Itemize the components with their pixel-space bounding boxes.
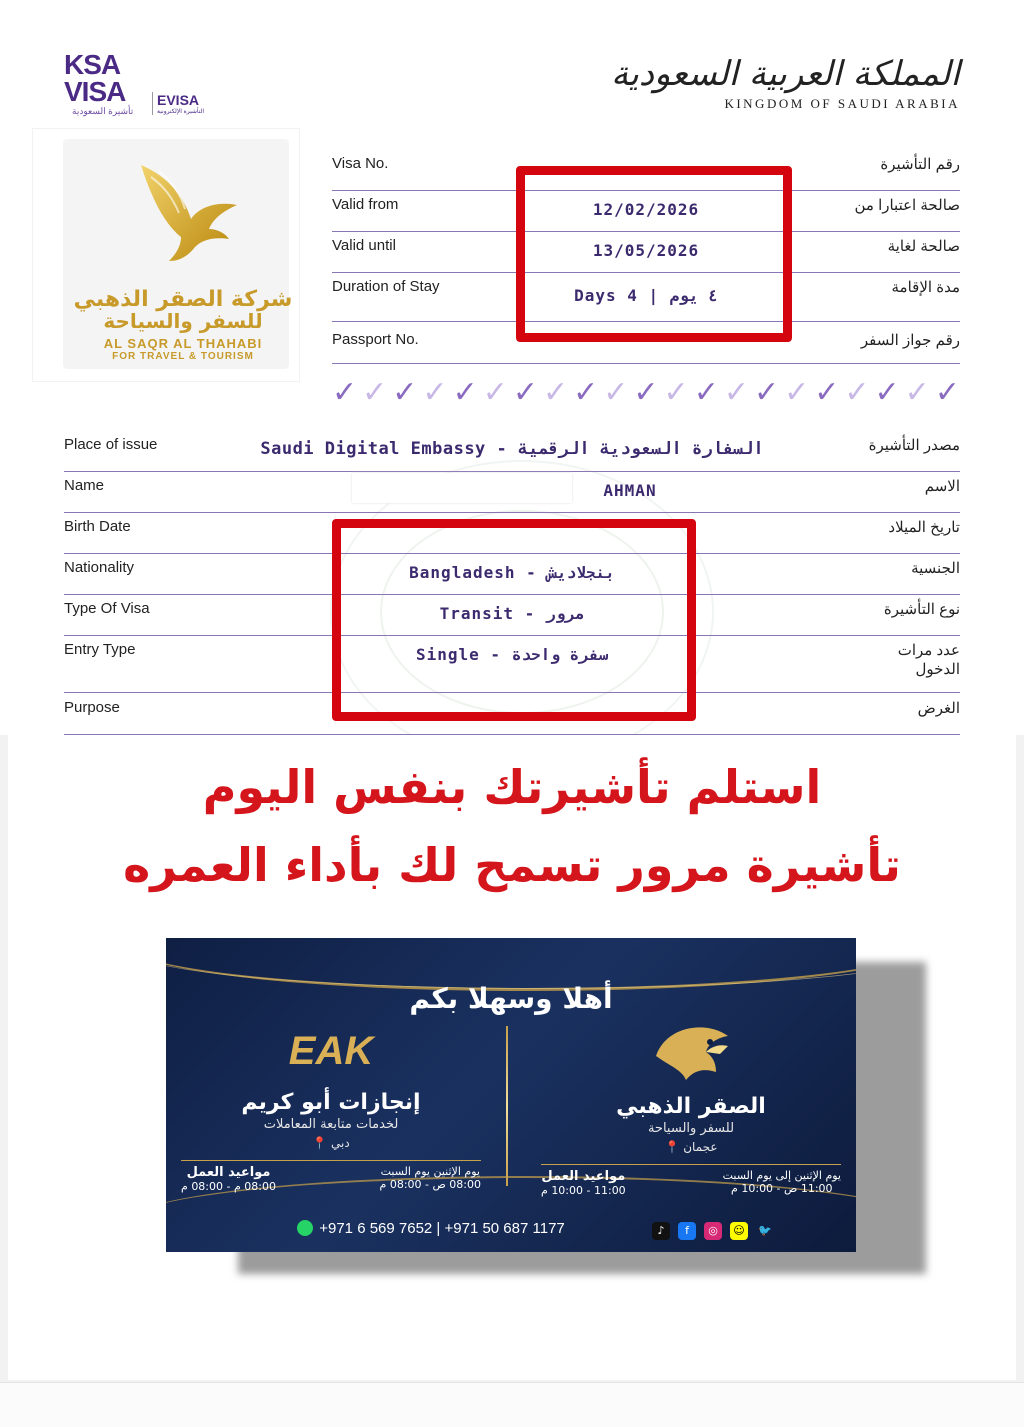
purpose-label-ar: الغرض	[917, 700, 960, 717]
banner-right-hours-block	[541, 1169, 626, 1197]
banner-left-location	[166, 1136, 496, 1150]
headline-line1: استلم تأشيرتك بنفس اليوم	[202, 760, 822, 814]
check-mark-icon: ✓	[723, 375, 749, 410]
valid-until-label-ar: صالحة لغاية	[887, 238, 960, 255]
evisa-logo-text: EVISA	[157, 92, 200, 108]
birth-date-label-ar: تاريخ الميلاد	[888, 519, 960, 536]
banner-left-hours-title: مواعيد العمل	[186, 1165, 271, 1180]
check-mark-icon: ✓	[332, 375, 358, 410]
banner-right-location	[526, 1140, 856, 1154]
place-of-issue-label-ar: مصدر التأشيرة	[868, 437, 960, 454]
name-label-ar: الاسم	[924, 478, 960, 495]
eagle-head-icon	[646, 1016, 736, 1086]
bottom-strip	[0, 1382, 1024, 1427]
valid-until-label-en: Valid until	[332, 237, 396, 254]
social-icons	[652, 1222, 774, 1240]
agency-tagline-en: FOR TRAVEL & TOURISM	[112, 351, 254, 362]
banner-left-days-label: يوم الإثنين يوم السبت	[380, 1165, 480, 1178]
duration-label-en: Duration of Stay	[332, 278, 440, 295]
visa-number-label-ar: رقم التأشيرة	[880, 156, 960, 173]
banner-right-sub: للسفر والسياحة	[647, 1121, 735, 1136]
location-pin-icon: 📍	[664, 1140, 680, 1154]
valid-until-value: 13/05/2026	[592, 241, 700, 260]
nationality-label-ar: الجنسية	[911, 560, 960, 577]
kingdom-title-ar: المملكة العربية السعودية	[611, 54, 960, 94]
banner-left-days	[380, 1165, 481, 1193]
agency-name-ar: شركة الصقر الذهبي	[73, 287, 293, 312]
banner-welcome: أهلا وسهلا بكم	[409, 982, 613, 1015]
highlight-box-dates	[516, 166, 792, 342]
whatsapp-icon	[297, 1220, 313, 1236]
banner-eak-section	[166, 1016, 496, 1193]
place-of-issue-row	[64, 431, 960, 472]
check-mark-icon: ✓	[633, 375, 659, 410]
nationality-value: Bangladesh - بنجلاديش	[409, 563, 615, 582]
valid-from-label-en: Valid from	[332, 196, 399, 213]
ksa-logo-line1: KSA	[64, 49, 121, 80]
check-mark-icon: ✓	[874, 375, 900, 410]
check-mark-icon: ✓	[482, 375, 508, 410]
check-mark-icon: ✓	[362, 375, 388, 410]
kingdom-header	[611, 52, 960, 112]
banner-left-hours	[181, 1160, 481, 1193]
nationality-label-en: Nationality	[64, 559, 135, 576]
banner-right-days-label: يوم الإثنين إلى يوم السبت	[722, 1169, 841, 1182]
banner-right-shift2: 11:00 - 10:00 م	[541, 1184, 626, 1197]
check-mark-icon: ✓	[452, 375, 478, 410]
agency-photo-box	[32, 128, 300, 382]
evisa-logo-subtitle: التأشيرة الإلكترونية	[157, 109, 205, 115]
security-check-strip	[332, 376, 960, 410]
banner-golden-falcon-section	[526, 1016, 856, 1197]
check-mark-icon: ✓	[784, 375, 810, 410]
visa-number-label-en: Visa No.	[332, 155, 389, 172]
ksa-logo-subtitle: تأشيرة السعودية	[72, 106, 134, 116]
evisa-logo	[152, 92, 204, 115]
banner-left-name: إنجازات أبو كريم	[241, 1090, 421, 1115]
facebook-icon[interactable]: f	[678, 1222, 696, 1240]
check-mark-icon: ✓	[814, 375, 840, 410]
visa-type-label-ar: نوع التأشيرة	[883, 601, 960, 618]
visa-type-label-en: Type Of Visa	[64, 600, 150, 617]
passport-label-en: Passport No.	[332, 331, 419, 348]
check-mark-icon: ✓	[844, 375, 870, 410]
place-of-issue-label-en: Place of issue	[64, 436, 158, 453]
check-mark-icon: ✓	[573, 375, 599, 410]
check-mark-icon: ✓	[512, 375, 538, 410]
banner-right-hours-title: مواعيد العمل	[541, 1169, 626, 1184]
check-mark-icon: ✓	[392, 375, 418, 410]
banner-phones: +971 6 569 7652 | +971 50 687 1177	[319, 1220, 565, 1237]
check-mark-icon: ✓	[934, 375, 960, 410]
banner-left-location-text: دبي	[331, 1136, 350, 1150]
banner-left-shift2: 08:00 م - 08:00 م	[181, 1180, 276, 1193]
headline-line2: تأشيرة مرور تسمح لك بأداء العمره	[123, 838, 901, 892]
banner-divider	[506, 1026, 508, 1186]
agency-name-en: AL SAQR AL THAHABI	[103, 336, 263, 351]
duration-value: Days 4 | ٤ يوم	[574, 286, 718, 305]
instagram-icon[interactable]: ◎	[704, 1222, 722, 1240]
entry-type-label-ar: عدد مرات الدخول	[897, 642, 960, 678]
check-mark-icon: ✓	[663, 375, 689, 410]
banner-right-name: الصقر الذهبي	[616, 1094, 766, 1119]
welcome-banner	[166, 938, 856, 1252]
eak-logo: EAK	[288, 1029, 374, 1073]
banner-right-shift1: 11:00 ص - 10:00 م	[731, 1182, 833, 1195]
snapchat-icon[interactable]: ☺	[730, 1222, 748, 1240]
ksa-visa-logo	[64, 49, 134, 117]
valid-from-label-ar: صالحة اعتبارا من	[854, 197, 960, 214]
highlight-box-visa-type	[332, 519, 696, 721]
banner-right-location-text: عجمان	[683, 1140, 718, 1154]
ksa-logo-line2: VISA	[64, 76, 126, 107]
passport-label-ar: رقم جواز السفر	[860, 332, 960, 349]
duration-label-ar: مدة الإقامة	[891, 279, 960, 296]
entry-type-label-en: Entry Type	[64, 641, 136, 658]
purpose-label-en: Purpose	[64, 699, 120, 716]
check-mark-icon: ✓	[693, 375, 719, 410]
location-pin-icon: 📍	[312, 1136, 328, 1150]
check-mark-icon: ✓	[753, 375, 780, 410]
twitter-icon[interactable]: 🐦	[758, 1224, 772, 1237]
banner-left-shift1: 08:00 ص - 08:00 م	[379, 1178, 481, 1191]
check-mark-icon: ✓	[422, 375, 448, 410]
check-mark-icon: ✓	[542, 375, 569, 410]
banner-right-hours	[541, 1164, 841, 1197]
golden-falcon-icon	[129, 157, 249, 267]
agency-tagline-ar: للسفر والسياحة	[103, 309, 263, 333]
valid-from-value: 12/02/2026	[592, 200, 700, 219]
check-mark-icon: ✓	[603, 375, 629, 410]
birth-date-label-en: Birth Date	[64, 518, 131, 535]
entry-type-value: Single - سفرة واحدة	[415, 645, 609, 664]
tiktok-icon[interactable]: ♪	[652, 1222, 670, 1240]
name-redaction	[352, 473, 572, 503]
banner-right-days	[723, 1169, 841, 1197]
check-mark-icon: ✓	[904, 375, 930, 410]
banner-left-hours-block	[181, 1165, 276, 1193]
banner-left-sub: لخدمات متابعة المعاملات	[263, 1117, 399, 1132]
visa-type-value: Transit - مرور	[439, 604, 585, 623]
place-of-issue-value: Saudi Digital Embassy - السفارة السعودية الرقمية	[260, 439, 764, 459]
agency-logo	[63, 139, 293, 369]
kingdom-title-en: KINGDOM OF SAUDI ARABIA	[724, 96, 960, 111]
name-value: AHMAN	[603, 481, 657, 500]
name-label-en: Name	[64, 477, 105, 494]
